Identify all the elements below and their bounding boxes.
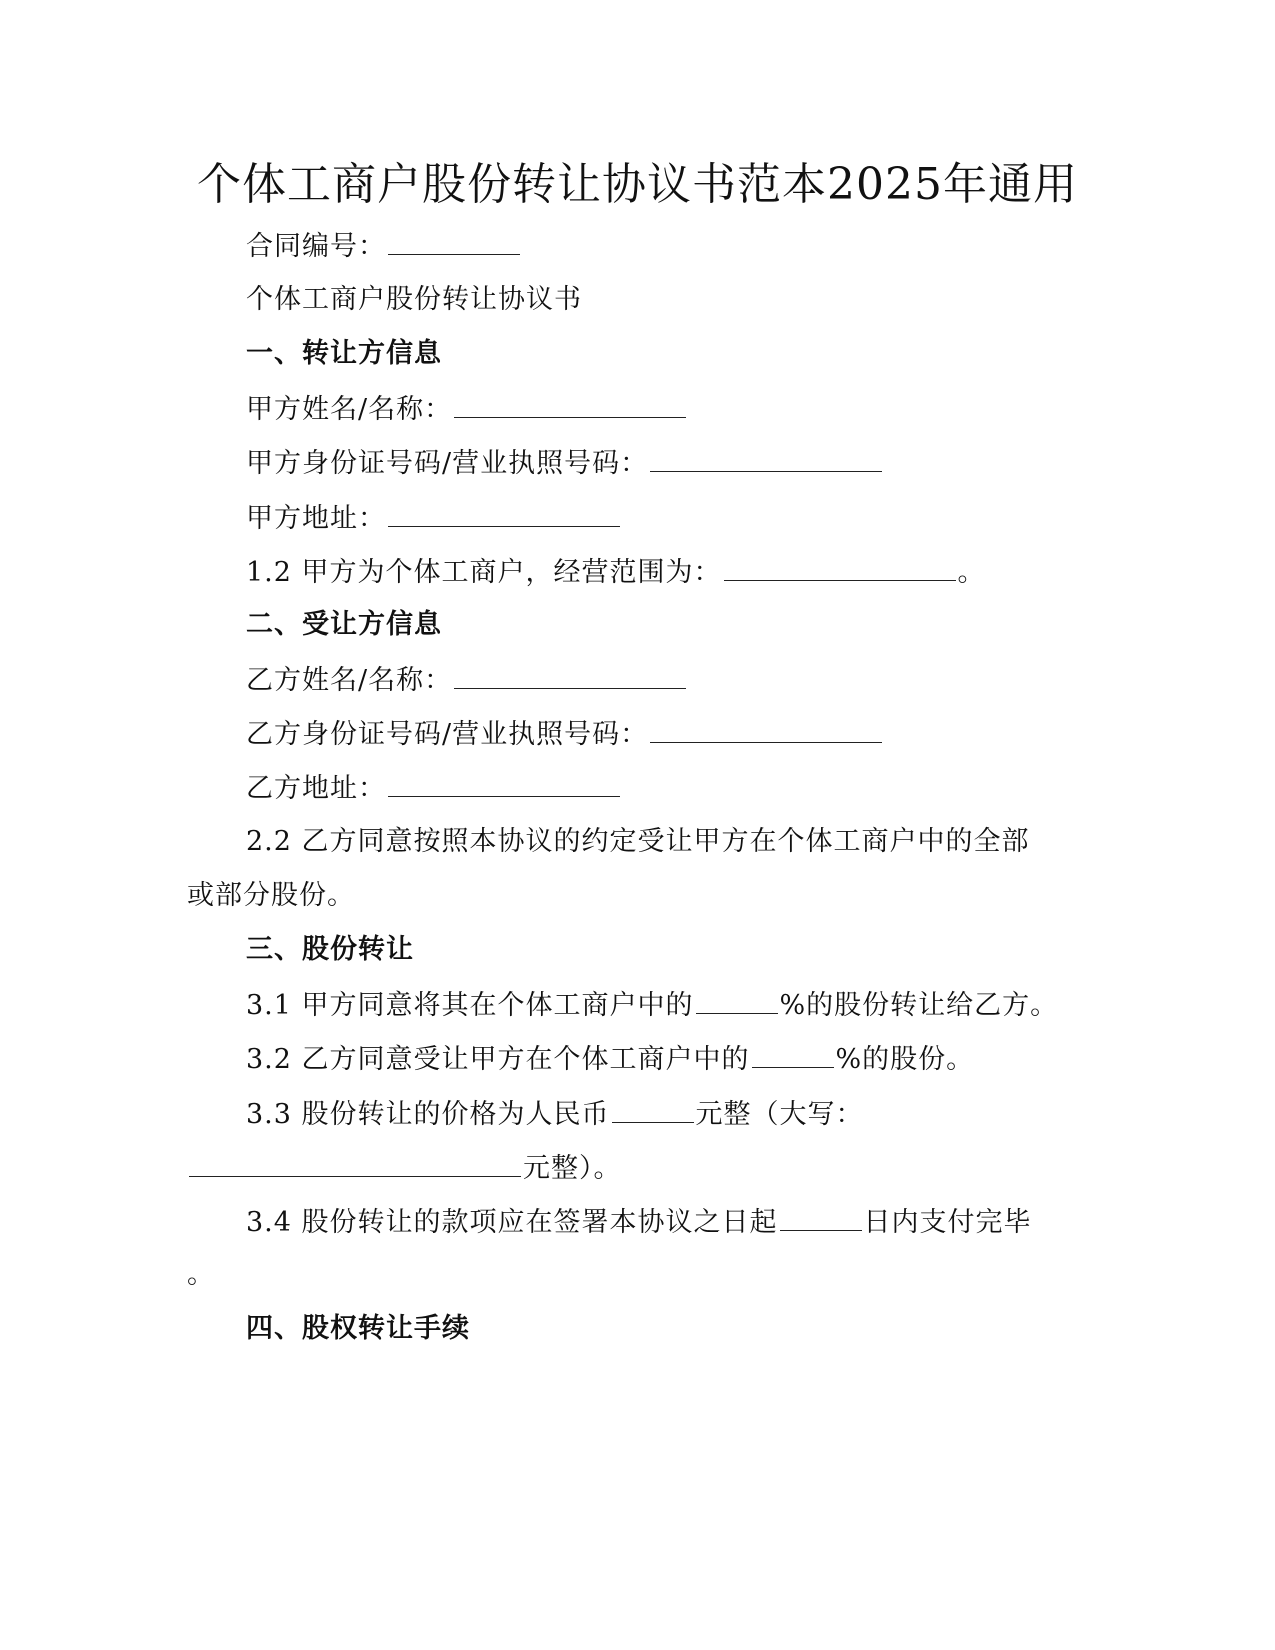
clause-3-1-text: 3.1 甲方同意将其在个体工商户中的 [246,990,694,1021]
contract-number-line [246,228,522,264]
clause-3-1-end: %的股份转让给乙方。 [779,990,1059,1021]
party-a-name-blank[interactable] [454,391,686,418]
contract-number-label: 合同编号： [246,231,386,262]
party-a-name-label: 甲方姓名/名称： [246,394,453,425]
party-b-name-label: 乙方姓名/名称： [246,665,453,696]
party-a-address-label: 甲方地址： [246,503,386,534]
clause-2-2-line2: 或部分股份。 [187,880,355,911]
party-b-address-blank[interactable] [388,770,620,797]
clause-3-3-line2 [187,1150,622,1186]
payment-days-blank[interactable] [780,1204,862,1231]
party-b-name-blank[interactable] [454,662,686,689]
clause-3-4-line2: 。 [187,1259,215,1290]
clause-1-2-end: 。 [957,557,986,588]
clause-3-4-mid: 日内支付完毕 [863,1207,1032,1238]
section1-heading: 一、转让方信息 [246,338,442,369]
contract-number-blank[interactable] [388,228,520,255]
clause-3-2 [246,1041,974,1077]
document-subtitle: 个体工商户股份转让协议书 [246,284,582,315]
party-a-id-blank[interactable] [650,445,882,472]
clause-3-4-line1 [246,1204,1032,1240]
clause-3-2-text: 3.2 乙方同意受让甲方在个体工商户中的 [246,1044,750,1075]
party-a-address-blank[interactable] [388,500,620,527]
clause-3-3-end: 元整）。 [523,1153,622,1184]
clause-3-3-line1 [246,1096,864,1132]
clause-3-4-text: 3.4 股份转让的款项应在签署本协议之日起 [246,1207,778,1238]
party-b-id-line [246,716,884,752]
clause-3-1 [246,987,1058,1023]
clause-3-2-end: %的股份。 [835,1044,975,1075]
party-b-name-line [246,662,688,698]
party-b-address-label: 乙方地址： [246,773,386,804]
party-a-id-line [246,445,884,481]
price-amount-blank[interactable] [612,1096,694,1123]
accept-percent-blank[interactable] [752,1041,834,1068]
party-b-id-blank[interactable] [650,716,882,743]
clause-3-3-text: 3.3 股份转让的价格为人民币 [246,1099,610,1130]
party-b-id-label: 乙方身份证号码/营业执照号码： [246,719,649,750]
section4-heading: 四、股权转让手续 [246,1313,470,1344]
party-b-address-line [246,770,622,806]
party-a-id-label: 甲方身份证号码/营业执照号码： [246,448,649,479]
clause-3-3-mid: 元整（大写： [695,1099,864,1130]
clause-1-2 [246,554,986,590]
transfer-percent-blank[interactable] [696,987,778,1014]
party-a-address-line [246,500,622,536]
party-a-name-line [246,391,688,427]
clause-2-2-line1: 2.2 乙方同意按照本协议的约定受让甲方在个体工商户中的全部 [246,826,1030,857]
price-words-blank[interactable] [189,1150,521,1177]
section2-heading: 二、受让方信息 [246,609,442,640]
section3-heading: 三、股份转让 [246,934,414,965]
business-scope-blank[interactable] [724,554,956,581]
document-title: 个体工商户股份转让协议书范本2025年通用 [197,159,1078,210]
clause-1-2-text: 1.2 甲方为个体工商户，经营范围为： [246,557,722,588]
